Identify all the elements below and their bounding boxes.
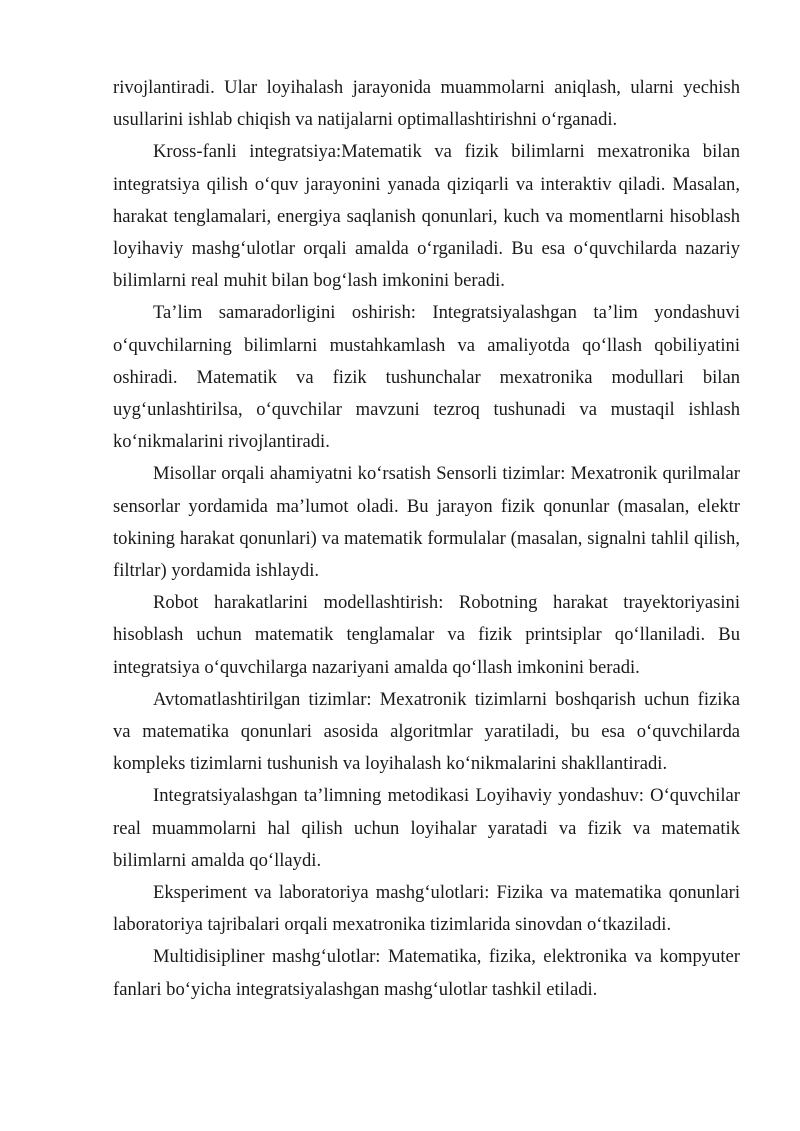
paragraph-methodology: Integratsiyalashgan ta’limning metodikasi Loyihaviy yondashuv: O‘quvchilar real muammolarni hal qilish uchun loyihalar yaratadi va fizik va matematik bilimlarni amalda qo‘llaydi. — [113, 785, 740, 871]
document-page — [113, 72, 740, 1006]
paragraph-cross-discipline: Kross-fanli integratsiya:Matematik va fizik bilimlarni mexatronika bilan integratsiya qilish o‘quv jarayonini yanada qiziqarli va interaktiv qiladi. Masalan, harakat tenglamalari, energiya saqlanish qonunlari, kuch va momentlarni hisoblash loyihaviy mashg‘ulotlar orqali amalda o‘rganiladi. Bu esa o‘quvchilarda nazariy bilimlarni real muhit bilan bog‘lash imkonini beradi. — [113, 141, 740, 292]
paragraph-multidisciplinary: Multidisipliner mashg‘ulotlar: Matematika, fizika, elektronika va kompyuter fanlari bo‘yicha integratsiyalashgan mashg‘ulotlar tashkil etiladi. — [113, 946, 740, 1000]
paragraph-education-efficiency: Ta’lim samaradorligini oshirish: Integratsiyalashgan ta’lim yondashuvi o‘quvchilarning bilimlarni mustahkamlash va amaliyotda qo‘llash qobiliyatini oshiradi. Matematik va fizik tushunchalar mexatronika modullari bilan uyg‘unlashtirilsa, o‘quvchilar mavzuni tezroq tushunadi va mustaqil ishlash ko‘nikmalarini rivojlantiradi. — [113, 302, 740, 453]
paragraph-continuation: rivojlantiradi. Ular loyihalash jarayonida muammolarni aniqlash, ularni yechish usullarini ishlab chiqish va natijalarni optimallashtirishni o‘rganadi. — [113, 77, 740, 131]
paragraph-sensor-systems: Misollar orqali ahamiyatni ko‘rsatish Sensorli tizimlar: Mexatronik qurilmalar sensorlar yordamida ma’lumot oladi. Bu jarayon fizik qonunlar (masalan, elektr tokining harakat qonunlari) va matematik formulalar (masalan, signalni tahlil qilish, filtrlar) yordamida ishlaydi. — [113, 463, 740, 582]
paragraph-robot-modeling: Robot harakatlarini modellashtirish: Robotning harakat trayektoriyasini hisoblash uchun matematik tenglamalar va fizik printsiplar qo‘llaniladi. Bu integratsiya o‘quvchilarga nazariyani amalda qo‘llash imkonini beradi. — [113, 592, 740, 678]
paragraph-automated-systems: Avtomatlashtirilgan tizimlar: Mexatronik tizimlarni boshqarish uchun fizika va matematika qonunlari asosida algoritmlar yaratiladi, bu esa o‘quvchilarda kompleks tizimlarni tushunish va loyihalash ko‘nikmalarini shakllantiradi. — [113, 688, 740, 775]
paragraph-experiment-lab: Eksperiment va laboratoriya mashg‘ulotlari: Fizika va matematika qonunlari laboratoriya tajribalari orqali mexatronika tizimlarida sinovdan o‘tkaziladi. — [113, 882, 740, 936]
